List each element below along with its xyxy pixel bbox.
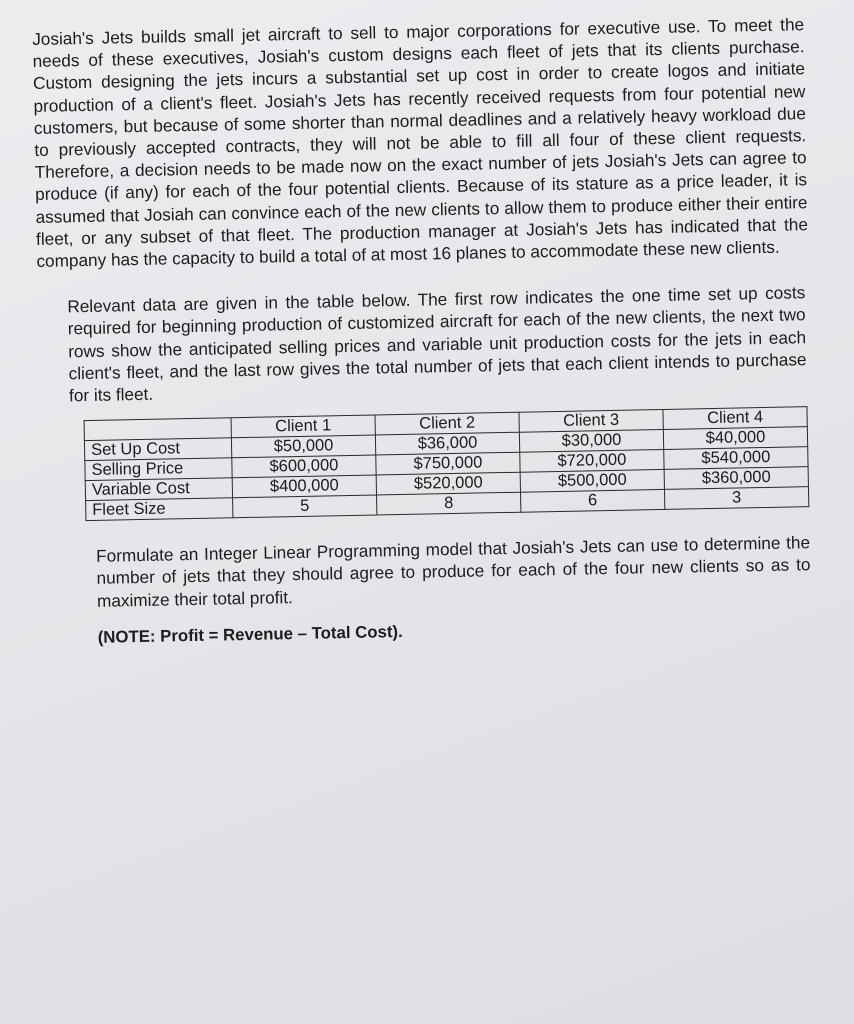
problem-paragraph-data: Relevant data are given in the table below. The first row indicates the one time set up costs required for beginning production of customized aircraft for each of the new clients, the next two rows show the anticipated selling prices and variable unit production costs for the jets in each client's fleet, and the last row gives the total number of jets that each client intends to purchase for its fleet. (67, 282, 807, 406)
table-cell: $720,000 (520, 450, 664, 473)
row-label: Fleet Size (86, 498, 233, 521)
table-corner-cell (84, 418, 231, 441)
row-label: Set Up Cost (84, 438, 231, 461)
row-label: Selling Price (85, 458, 232, 481)
problem-paragraph-intro: Josiah's Jets builds small jet aircraft to sell to major corporations for executive use. To meet the needs of these executives, Josiah's custom designs each fleet of jets that its clients purchase. Custom designing the jets incurs a substantial set up cost in order to create logos and initiate production of a client's fleet. Josiah's Jets has recently received requests from four potential new customers, but because of some shorter than normal deadlines and a relatively heavy workload due to previously accepted contracts, they will not be able to fill all four of these client requests. Therefore, a decision needs to be made now on the exact number of jets Josiah's Jets can agree to produce (if any) for each of the four potential clients. Because of its stature as a price leader, it is assumed that Josiah can convince each of the new clients to allow them to produce either their entire fleet, or any subset of that fleet. The production manager at Josiah's Jets has indicated that the company has the capacity to build a total of at most 16 planes to accommodate these new clients. (32, 14, 809, 271)
table-cell: 6 (521, 490, 665, 513)
table-cell: $50,000 (231, 435, 375, 458)
problem-question: Formulate an Integer Linear Programming model that Josiah's Jets can use to determine the number of jets that they should agree to produce for each of the four new clients so as to maximize their total profit. (95, 532, 811, 611)
table-cell: $400,000 (232, 475, 376, 498)
problem-content (32, 13, 816, 649)
table-cell: $520,000 (376, 472, 520, 495)
profit-note: (NOTE: Profit = Revenue – Total Cost). (97, 621, 403, 647)
table-cell: 5 (233, 495, 377, 518)
table-cell: $600,000 (232, 455, 376, 478)
table-cell: $500,000 (520, 470, 664, 493)
column-header-client-3: Client 3 (519, 410, 663, 433)
table-cell: $30,000 (519, 430, 663, 453)
column-header-client-1: Client 1 (231, 415, 375, 438)
table-cell: $750,000 (376, 452, 520, 475)
client-data-table (84, 406, 810, 521)
table-cell: $540,000 (664, 447, 808, 470)
table-cell: 3 (664, 487, 808, 510)
table-cell: $36,000 (375, 432, 519, 455)
row-label: Variable Cost (85, 478, 232, 501)
table-cell: 8 (377, 492, 521, 515)
table-cell: $360,000 (664, 467, 808, 490)
column-header-client-4: Client 4 (663, 407, 807, 430)
table-cell: $40,000 (663, 427, 807, 450)
column-header-client-2: Client 2 (375, 412, 519, 435)
